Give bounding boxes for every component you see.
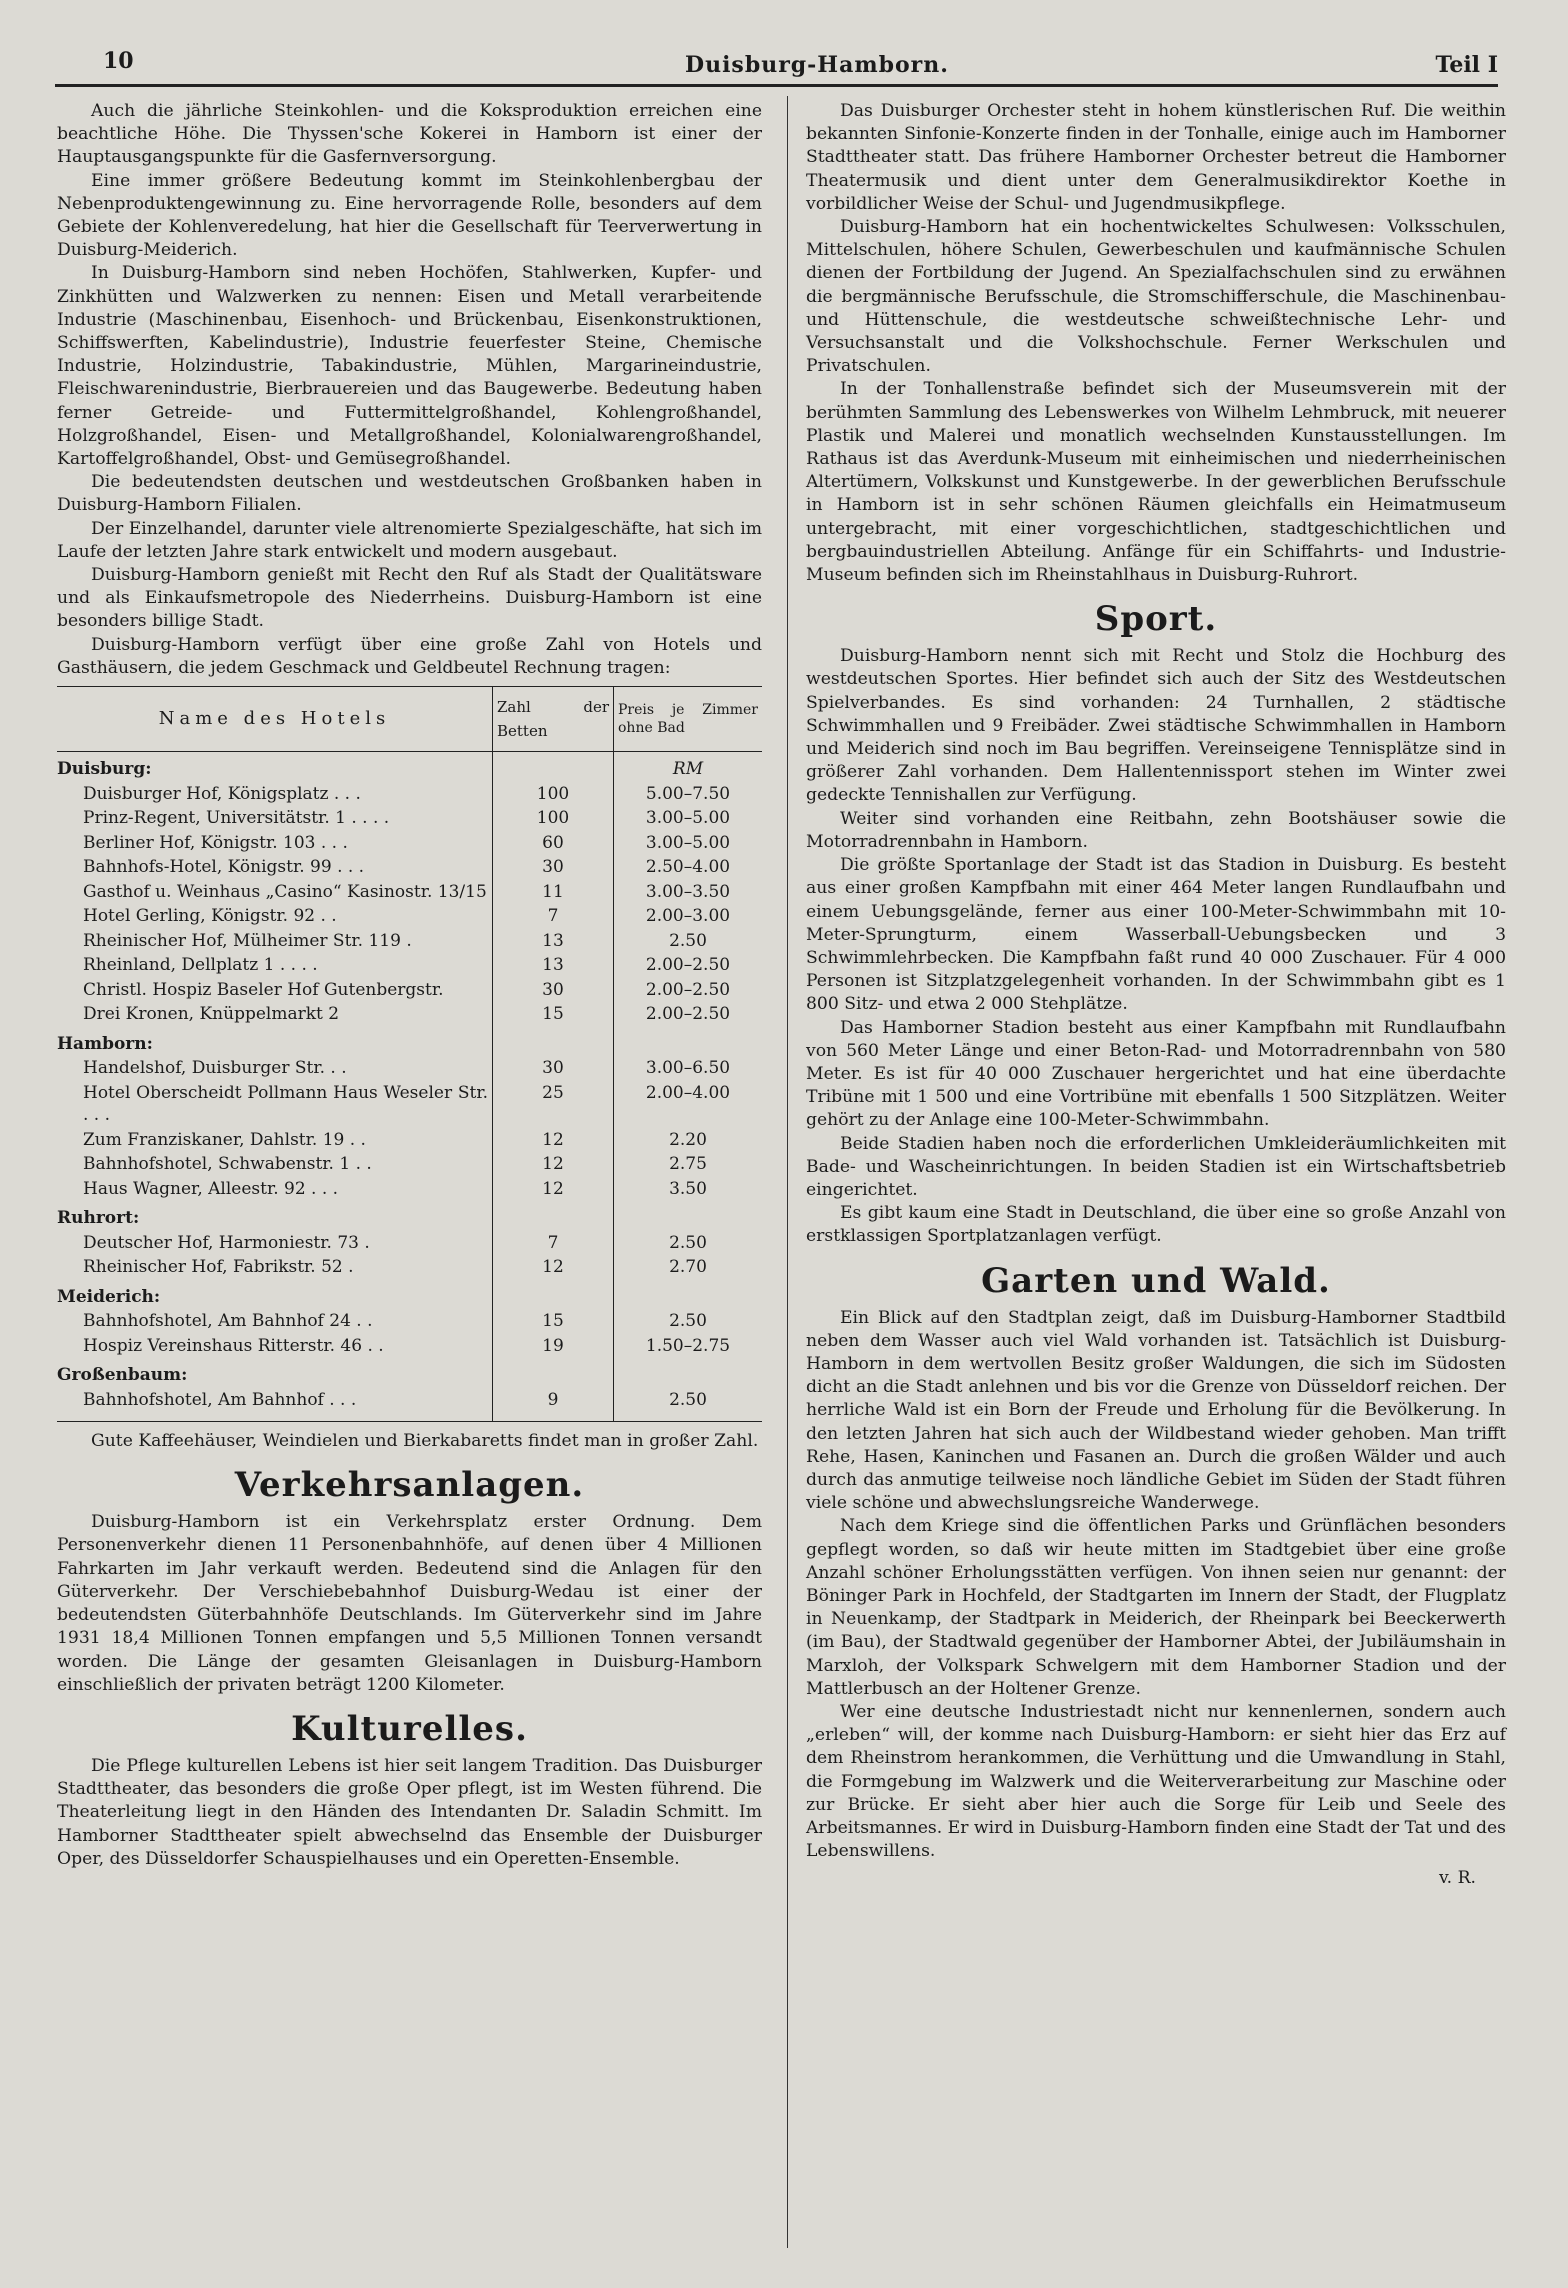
price-header: Preis je Zimmer ohne Bad <box>614 687 763 752</box>
beds-cell: 30 <box>493 1056 614 1081</box>
paragraph: Beide Stadien haben noch die erforderlichen Umkleideräumlichkeiten mit Bade- und Wascheinrichtungen. In beiden Stadien ist ein Wirtschaftsbetrieb eingerichtet. <box>806 1133 1506 1200</box>
paragraph: Der Einzelhandel, darunter viele altrenomierte Spezialgeschäfte, hat sich im Laufe der letzten Jahre stark entwickelt und modern ausgebaut. <box>57 518 762 562</box>
paragraph: Duisburg-Hamborn genießt mit Recht den Ruf als Stadt der Qualitätsware und als Einkaufsmetropole des Niederrheins. Duisburg-Hamborn ist eine besonders billige Stadt. <box>57 565 762 632</box>
price-cell <box>614 1358 763 1388</box>
table-row <box>57 953 762 978</box>
price-cell: 2.50 <box>614 929 763 954</box>
beds-cell <box>493 1280 614 1310</box>
hotel-name-cell: Deutscher Hof, Harmoniestr. 73 . <box>83 1232 370 1253</box>
table-row <box>57 782 762 807</box>
paragraph: Die Pflege kulturellen Lebens ist hier seit langem Tradition. Das Duisburger Stadttheater, das besonders die große Oper pflegt, ist im Westen führend. Die Theaterleitung liegt in den Händen des Intendanten Dr. Saladin Schmitt. Im Hamborner Stadttheater spielt abwechselnd das Ensemble der Duisburger Oper, des Düsseldorfer Schauspielhauses und ein Operetten-Ensemble. <box>57 1755 762 1869</box>
hotel-name-cell: Bahnhofshotel, Am Bahnhof 24 . . <box>83 1311 373 1332</box>
hotel-name-header: Name des Hotels <box>57 687 493 752</box>
beds-cell: 60 <box>493 831 614 856</box>
hotel-name-cell: Hotel Gerling, Königstr. 92 . . <box>83 906 337 927</box>
price-cell: 2.75 <box>614 1152 763 1177</box>
table-section-row <box>57 1027 762 1057</box>
table-row <box>57 978 762 1003</box>
city-label: Ruhrort: <box>57 1208 140 1229</box>
price-cell: 3.00–6.50 <box>614 1056 763 1081</box>
beds-cell <box>493 1027 614 1057</box>
table-row <box>57 831 762 856</box>
beds-cell: 13 <box>493 929 614 954</box>
price-cell <box>614 1027 763 1057</box>
hotel-name-cell: Rheinischer Hof, Fabrikstr. 52 . <box>83 1257 354 1278</box>
beds-cell: 30 <box>493 855 614 880</box>
price-cell: 1.50–2.75 <box>614 1334 763 1359</box>
beds-cell: 100 <box>493 782 614 807</box>
paragraph: Nach dem Kriege sind die öffentlichen Parks und Grünflächen besonders gepflegt worden, so daß wir heute mitten im Stadtgebiet über eine große Anzahl schöner Erholungsstätten verfügen. Von ihnen seien nur genannt: der Böninger Park in Hochfeld, der Stadtgarten im Innern der Stadt, der Flugplatz in Neuenkamp, der Stadtpark in Meiderich, der Rheinpark bei Beeckerwerth (im Bau), der Stadtwald gegenüber der Hamborner Abtei, der Jubiläumshain in Marxloh, der Volkspark Schwelgern mit dem Hamborner Stadion und der Mattlerbusch an der Holtener Grenze. <box>806 1516 1506 1699</box>
paragraph: Gute Kaffeehäuser, Weindielen und Bierkabaretts findet man in großer Zahl. <box>91 1431 759 1452</box>
left-column <box>57 100 762 1871</box>
paragraph: Die bedeutendsten deutschen und westdeutschen Großbanken haben in Duisburg-Hamborn Filialen. <box>57 472 762 516</box>
hotel-name-cell: Berliner Hof, Königstr. 103 . . . <box>83 832 348 853</box>
paragraph: Das Hamborner Stadion besteht aus einer Kampfbahn mit Rundlaufbahn von 560 Meter Länge und einer Beton-Rad- und Motorradrennbahn von 580 Meter. Es ist für 40 000 Zuschauer hergerichtet und hat eine überdachte Tribüne mit 1 500 und eine Vortribüne mit ebenfalls 1 500 Sitzplätzen. Weiter gehört zu der Anlage eine 100-Meter-Schwimmbahn. <box>806 1017 1506 1131</box>
beds-cell: 12 <box>493 1177 614 1202</box>
table-row <box>57 855 762 880</box>
paragraph: Eine immer größere Bedeutung kommt im Steinkohlenbergbau der Nebenproduktengewinnung zu. Eine hervorragende Rolle, besonders auf dem Gebiete der Kohlenveredelung, hat hier die Gesellschaft für Teerverwertung in Duisburg-Meiderich. <box>57 170 762 261</box>
paragraph: Duisburg-Hamborn ist ein Verkehrsplatz erster Ordnung. Dem Personenverkehr dienen 11 Personenbahnhöfe, auf denen über 4 Millionen Fahrkarten im Jahr verkauft werden. Bedeutend sind die Anlagen für den Güterverkehr. Der Verschiebebahnhof Duisburg-Wedau ist einer der bedeutendsten Güterbahnhöfe Deutschlands. Im Güterverkehr sind im Jahre 1931 18,4 Millionen Tonnen empfangen und 5,5 Millionen Tonnen versandt worden. Die Länge der gesamten Gleisanlagen in Duisburg-Hamborn einschließlich der privaten beträgt 1200 Kilometer. <box>57 1512 762 1695</box>
author-signature: v. R. <box>1438 1868 1476 1889</box>
hotel-name-cell: Handelshof, Duisburger Str. . . <box>83 1058 347 1079</box>
table-section-row <box>57 752 762 782</box>
beds-cell: 12 <box>493 1128 614 1153</box>
beds-cell: 30 <box>493 978 614 1003</box>
price-cell: 2.00–2.50 <box>614 978 763 1003</box>
hotel-table <box>57 686 762 1422</box>
table-row <box>57 1388 762 1422</box>
paragraph: Ein Blick auf den Stadtplan zeigt, daß im Duisburg-Hamborner Stadtbild neben dem Wasser auch viel Wald vorhanden ist. Tatsächlich ist Duisburg-Hamborn in dem wertvollen Besitz großer Waldungen, die sich im Südosten dicht an die Stadt anlehnen und bis vor die Grenze von Düsseldorf reichen. Der herrliche Wald ist ein Born der Freude und Erholung für die Bevölkerung. In den letzten Jahren hat sich auch der Wildbestand wieder gehoben. Man trifft Rehe, Hasen, Kaninchen und Fasanen an. Durch die großen Wälder und auch durch das anmutige teilweise noch ländliche Gebiet im Süden der Stadt führen viele schöne und abwechslungsreiche Wanderwege. <box>806 1307 1506 1514</box>
beds-cell <box>493 1358 614 1388</box>
hotel-name-cell: Rheinland, Dellplatz 1 . . . . <box>83 955 318 976</box>
beds-cell: 12 <box>493 1255 614 1280</box>
beds-header: Zahl der Betten <box>493 687 614 752</box>
section-heading-sport: Sport. <box>1094 599 1218 640</box>
paragraph: Auch die jährliche Steinkohlen- und die Koksproduktion erreichen eine beachtliche Höhe. Die Thyssen'sche Kokerei in Hamborn ist einer der Hauptausgangspunkte für die Gasfernversorgung. <box>57 101 762 168</box>
right-column <box>806 100 1506 1891</box>
price-cell: 2.50 <box>614 1231 763 1256</box>
beds-cell <box>493 1201 614 1231</box>
hotel-name-cell: Bahnhofshotel, Am Bahnhof . . . <box>57 1388 493 1422</box>
beds-cell: 15 <box>493 1309 614 1334</box>
paragraph: In der Tonhallenstraße befindet sich der Museumsverein mit der berühmten Sammlung des Lebenswerkes von Wilhelm Lehmbruck, mit neuerer Plastik und Malerei und monatlich wechselnden Kunstausstellungen. Im Rathaus ist das Averdunk-Museum mit einheimischen und niederrheinischen Altertümern, Volkskunst und Kunstgewerbe. In der gewerblichen Berufsschule in Hamborn ist in sehr schönen Räumen gleichfalls ein Heimatmuseum untergebracht, mit einer vorgeschichtlichen, stadtgeschichtlichen und bergbauindustriellen Abteilung. Anfänge für ein Schiffahrts- und Industrie-Museum befinden sich im Rheinstahlhaus in Duisburg-Ruhrort. <box>806 379 1506 586</box>
page-header <box>55 40 1498 78</box>
beds-cell: 9 <box>493 1388 614 1422</box>
hotel-table-body <box>57 752 762 1422</box>
section-heading-garten: Garten und Wald. <box>981 1260 1331 1301</box>
table-row <box>57 1002 762 1027</box>
table-row <box>57 1255 762 1280</box>
table-row <box>57 929 762 954</box>
paragraph: Weiter sind vorhanden eine Reitbahn, zehn Bootshäuser sowie die Motorradrennbahn in Hamborn. <box>806 808 1506 852</box>
price-cell: 3.00–5.00 <box>614 806 763 831</box>
table-row <box>57 1309 762 1334</box>
beds-cell: 7 <box>493 1231 614 1256</box>
beds-cell <box>493 752 614 782</box>
table-section-row <box>57 1201 762 1231</box>
price-cell: 5.00–7.50 <box>614 782 763 807</box>
column-divider <box>787 96 788 2248</box>
table-row <box>57 1056 762 1081</box>
hotel-name-cell: Gasthof u. Weinhaus „Casino“ Kasinostr. 13/15 <box>83 881 487 902</box>
beds-cell: 11 <box>493 880 614 905</box>
beds-cell: 13 <box>493 953 614 978</box>
hotel-name-cell: Zum Franziskaner, Dahlstr. 19 . . <box>83 1129 366 1150</box>
price-cell: 2.00–4.00 <box>614 1081 763 1128</box>
price-cell: 2.50 <box>614 1309 763 1334</box>
table-row <box>57 1152 762 1177</box>
beds-cell: 25 <box>493 1081 614 1128</box>
table-section-row <box>57 1358 762 1388</box>
paragraph: Das Duisburger Orchester steht in hohem künstlerischen Ruf. Die weithin bekannten Sinfonie-Konzerte finden in der Tonhalle, einige auch im Hamborner Stadttheater statt. Das frühere Hamborner Orchester betreut die Hamborner Theatermusik und dient unter dem Generalmusikdirektor Koethe in vorbildlicher Weise der Schul- und Jugendmusikpflege. <box>806 101 1506 214</box>
city-label: Duisburg: <box>57 759 152 780</box>
beds-cell: 15 <box>493 1002 614 1027</box>
price-cell: 3.00–3.50 <box>614 880 763 905</box>
table-row <box>57 904 762 929</box>
paragraph: Es gibt kaum eine Stadt in Deutschland, die über eine so große Anzahl von erstklassigen Sportplatzanlagen verfügt. <box>806 1203 1506 1247</box>
table-row <box>57 880 762 905</box>
price-cell: 2.00–3.00 <box>614 904 763 929</box>
table-section-row <box>57 1280 762 1310</box>
price-cell <box>614 1280 763 1310</box>
hotel-name-cell: Christl. Hospiz Baseler Hof Gutenbergstr. <box>83 979 444 1000</box>
price-cell: 2.50 <box>614 1388 763 1422</box>
paragraph: In Duisburg-Hamborn sind neben Hochöfen, Stahlwerken, Kupfer- und Zinkhütten und Walzwerken zu nennen: Eisen und Metall verarbeitende Industrie (Maschinenbau, Eisenhoch- und Brückenbau, Eisenkonstruktionen, Schiffswerften, Kabelindustrie), Industrie feuerfester Steine, Chemische Industrie, Holzindustrie, Tabakindustrie, Mühlen, Margarineindustrie, Fleischwarenindustrie, Bierbrauereien und das Baugewerbe. Bedeutung haben ferner Getreide- und Futtermittelgroßhandel, Kohlengroßhandel, Holzgroßhandel, Eisen- und Metallgroßhandel, Kolonialwarengroßhandel, Kartoffelgroßhandel, Obst- und Gemüsegroßhandel. <box>57 263 762 470</box>
hotel-name-cell: Prinz-Regent, Universitätstr. 1 . . . . <box>83 808 390 829</box>
price-cell: 3.00–5.00 <box>614 831 763 856</box>
paragraph: Duisburg-Hamborn hat ein hochentwickeltes Schulwesen: Volksschulen, Mittelschulen, höhere Schulen, Gewerbeschulen und kaufmännische Schulen dienen der Fortbildung der Jugend. An Spezialfachschulen sind zu erwähnen die bergmännische Berufsschule, die Stromschifferschule, die Maschinenbau- und Hüttenschule, die westdeutsche schweißtechnische Lehr- und Versuchsanstalt und die Volkshochschule. Ferner Werkschulen und Privatschulen. <box>806 217 1506 377</box>
beds-cell: 100 <box>493 806 614 831</box>
table-row <box>57 1081 762 1128</box>
section-heading-kultur: Kulturelles. <box>291 1708 528 1749</box>
table-row <box>57 1128 762 1153</box>
price-cell: 2.00–2.50 <box>614 1002 763 1027</box>
page-number: 10 <box>103 48 134 74</box>
hotel-name-cell: Rheinischer Hof, Mülheimer Str. 119 . <box>83 930 412 951</box>
table-row <box>57 1231 762 1256</box>
price-cell: 2.00–2.50 <box>614 953 763 978</box>
hotel-name-cell: Duisburger Hof, Königsplatz . . . <box>83 783 361 804</box>
price-cell: 2.20 <box>614 1128 763 1153</box>
city-label: Meiderich: <box>57 1286 161 1307</box>
hotel-name-cell: Bahnhofs-Hotel, Königstr. 99 . . . <box>83 857 365 878</box>
city-label: Hamborn: <box>57 1033 153 1054</box>
table-row <box>57 1334 762 1359</box>
table-row <box>57 1177 762 1202</box>
paragraph: Die größte Sportanlage der Stadt ist das Stadion in Duisburg. Es besteht aus einer großen Kampfbahn mit einer 464 Meter langen Rundlaufbahn und einem Uebungsgelände, ferner aus einer 100-Meter-Schwimmbahn mit 10-Meter-Sprungturm, einem Wasserball-Uebungsbecken und 3 Schwimmlehrbecken. Die Kampfbahn faßt rund 40 000 Zuschauer. Für 4 000 Personen ist Sitzplatzgelegenheit vorhanden. In der Schwimmbahn gibt es 1 800 Sitz- und etwa 2 000 Stehplätze. <box>806 855 1506 1015</box>
hotel-name-cell: Drei Kronen, Knüppelmarkt 2 <box>83 1004 340 1025</box>
paragraph: Wer eine deutsche Industriestadt nicht nur kennenlernen, sondern auch „erleben“ will, der komme nach Duisburg-Hamborn: er sieht hier das Erz auf dem Rheinstrom herankommen, die Verhüttung und die Umwandlung in Stahl, die Formgebung im Walzwerk und die Weiterverarbeitung zur Maschine oder zur Brücke. Er sieht aber hier auch die Sorge für Leib und Seele des Arbeitsmannes. Er wird in Duisburg-Hamborn finden eine Stadt der Tat und des Lebenswillens. <box>806 1702 1506 1862</box>
price-cell <box>614 1201 763 1231</box>
beds-cell: 7 <box>493 904 614 929</box>
hotel-name-cell: Bahnhofshotel, Schwabenstr. 1 . . <box>83 1154 372 1175</box>
price-cell: 3.50 <box>614 1177 763 1202</box>
page-running-title: Duisburg-Hamborn. <box>685 52 949 78</box>
paragraph: Duisburg-Hamborn nennt sich mit Recht und Stolz die Hochburg des westdeutschen Sportes. Hier befindet sich auch der Sitz des Westdeutschen Spielverbandes. Es sind vorhanden: 24 Turnhallen, 2 städtische Schwimmhallen und 9 Freibäder. Zwei städtische Schwimmhallen in Hamborn und Meiderich sind noch im Bau begriffen. Vereinseigene Tennisplätze sind in größerer Zahl vorhanden. Dem Hallentennissport stehen im Winter zwei gedeckte Tennishallen zur Verfügung. <box>806 646 1506 806</box>
header-rule <box>55 84 1498 87</box>
price-cell: 2.70 <box>614 1255 763 1280</box>
section-heading-verkehr: Verkehrsanlagen. <box>234 1465 585 1506</box>
price-cell: 2.50–4.00 <box>614 855 763 880</box>
page-part: Teil I <box>1435 52 1498 78</box>
beds-cell: 12 <box>493 1152 614 1177</box>
city-label: Großenbaum: <box>57 1365 188 1386</box>
price-cell: RM <box>614 752 763 782</box>
table-row <box>57 806 762 831</box>
hotel-name-cell: Hospiz Vereinshaus Ritterstr. 46 . . <box>83 1335 384 1356</box>
paragraph: Duisburg-Hamborn verfügt über eine große Zahl von Hotels und Gasthäusern, die jedem Geschmack und Geldbeutel Rechnung tragen: <box>57 634 762 678</box>
hotel-name-cell: Haus Wagner, Alleestr. 92 . . . <box>83 1178 339 1199</box>
hotel-name-cell: Hotel Oberscheidt Pollmann Haus Weseler Str. . . . <box>83 1082 488 1126</box>
beds-cell: 19 <box>493 1334 614 1359</box>
